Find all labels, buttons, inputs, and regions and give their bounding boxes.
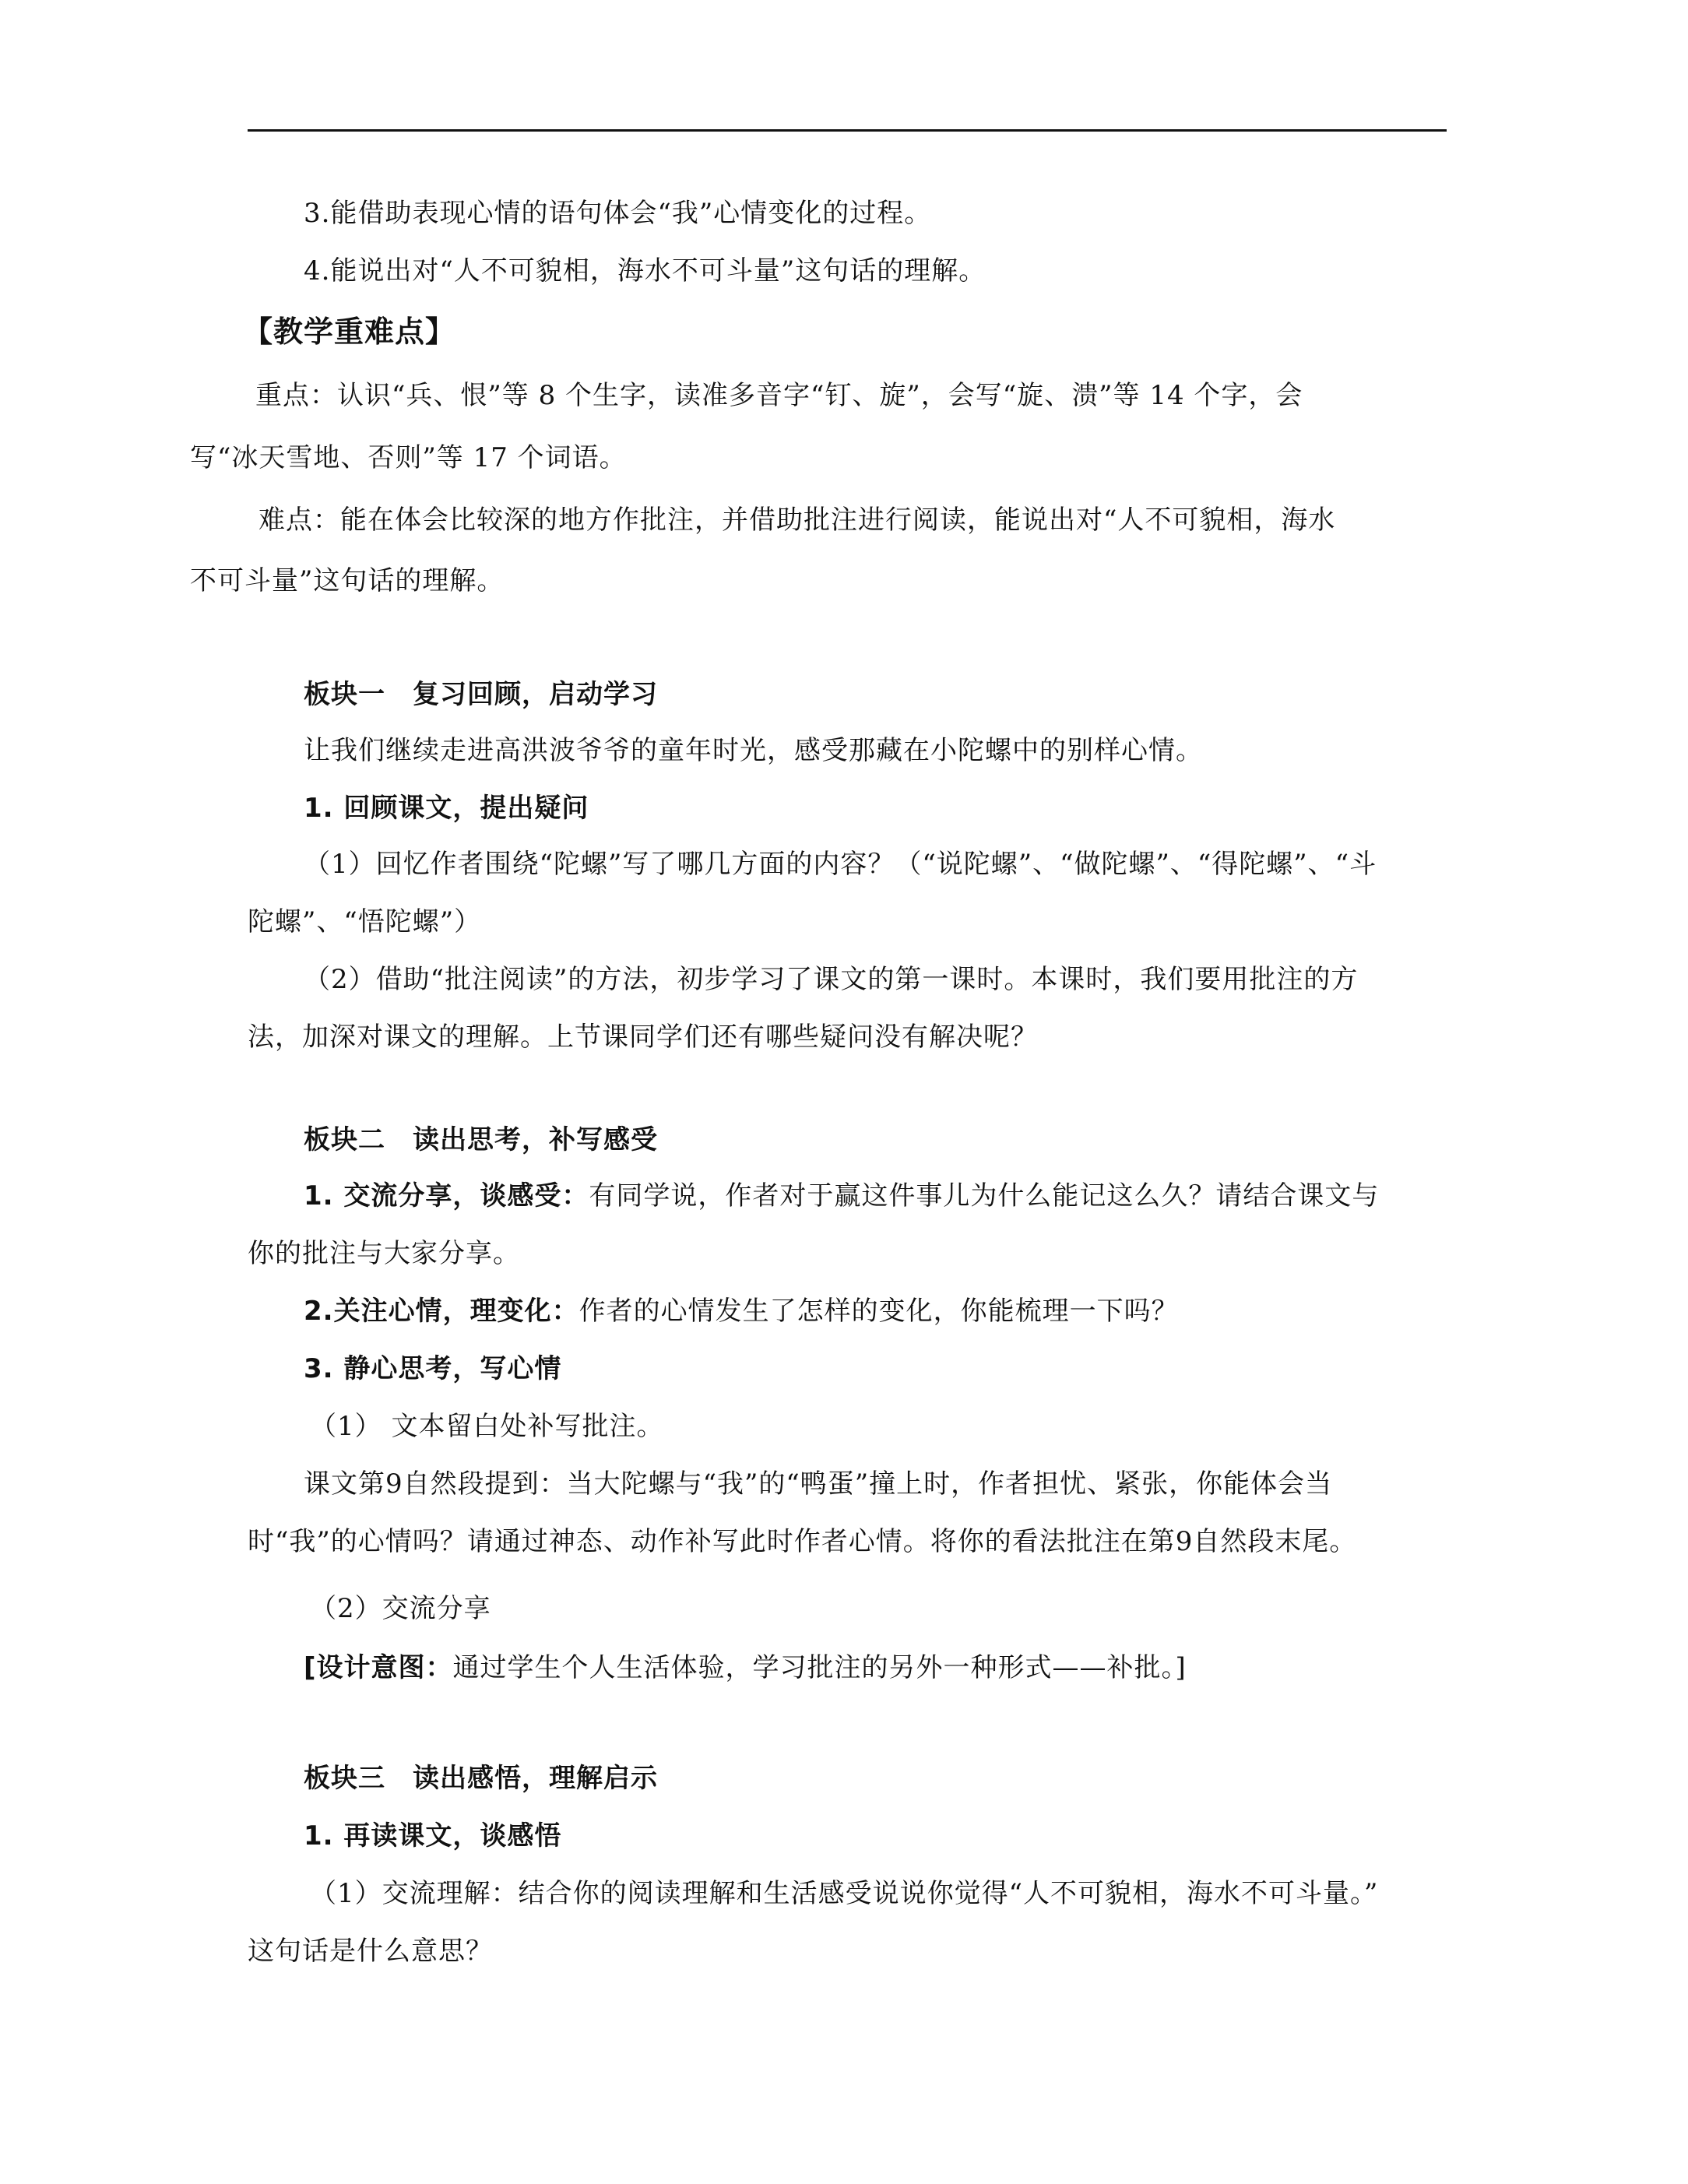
key-points-heading: 【教学重难点】 [243,315,456,349]
block1-q1-line1: （1）回忆作者围绕“陀螺”写了哪几方面的内容？（“说陀螺”、“做陀螺”、“得陀螺”、“斗 [304,849,1377,880]
block2-design-label: [设计意图： [304,1652,453,1683]
block1-q1-line2: 陀螺”、“悟陀螺”） [248,906,482,937]
objective-item-4: 4.能说出对“人不可貌相，海水不可斗量”这句话的理解。 [304,255,986,287]
block2-p1-line2: 你的批注与大家分享。 [248,1238,520,1269]
block3-q1-line2: 这句话是什么意思？ [248,1936,493,1967]
block2-p1-label: 1. 交流分享，谈感受： [304,1180,589,1212]
block2-p1-text: 有同学说，作者对于赢这件事儿为什么能记这么久？请结合课文与 [589,1180,1380,1212]
block2-p3: 3. 静心思考，写心情 [304,1353,562,1384]
block2-p3-sub1: （1） 文本留白处补写批注。 [310,1411,664,1442]
block2-design-text: 通过学生个人生活体验，学习批注的另外一种形式——补批。] [452,1652,1187,1683]
focus-line-1: 重点：认识“兵、恨”等 8 个生字，读准多音字“钉、旋”，会写“旋、溃”等 14 个字，会 [255,380,1303,411]
difficulty-line-2: 不可斗量”这句话的理解。 [190,565,505,596]
block3-q1-line1: （1）交流理解：结合你的阅读理解和生活感受说说你觉得“人不可貌相，海水不可斗量。” [310,1878,1379,1909]
block1-q2-line2: 法，加深对课文的理解。上节课同学们还有哪些疑问没有解决呢？ [248,1022,1038,1053]
block3-title: 板块三 读出感悟，理解启示 [304,1763,658,1794]
block1-intro: 让我们继续走进高洪波爷爷的童年时光，感受那藏在小陀螺中的别样心情。 [304,735,1203,766]
header-rule [248,129,1447,132]
block1-title: 板块一 复习回顾，启动学习 [304,679,658,710]
block2-p1 [304,1179,1379,1213]
focus-line-2: 写“冰天雪地、否则”等 17 个词语。 [190,442,627,473]
block2-design-intent [304,1651,1187,1685]
objective-item-3: 3.能借助表现心情的语句体会“我”心情变化的过程。 [304,198,932,229]
block2-p2-text: 作者的心情发生了怎样的变化，你能梳理一下吗？ [578,1296,1179,1327]
block1-sub1: 1. 回顾课文，提出疑问 [304,793,589,824]
block2-p3-text-line2: 时“我”的心情吗？请通过神态、动作补写此时作者心情。将你的看法批注在第9自然段末尾。 [248,1526,1357,1557]
block2-p3-text-line1: 课文第9自然段提到：当大陀螺与“我”的“鸭蛋”撞上时，作者担忧、紧张，你能体会当 [304,1468,1333,1500]
block2-p2 [304,1294,1179,1328]
difficulty-line-1: 难点：能在体会比较深的地方作批注，并借助批注进行阅读，能说出对“人不可貌相，海水 [258,505,1336,536]
block2-p3-sub2: （2）交流分享 [310,1593,491,1624]
block1-q2-line1: （2）借助“批注阅读”的方法，初步学习了课文的第一课时。本课时，我们要用批注的方 [304,964,1359,995]
block2-p2-label: 2.关注心情，理变化： [304,1296,579,1327]
block3-sub1: 1. 再读课文，谈感悟 [304,1820,562,1852]
block2-title: 板块二 读出思考，补写感受 [304,1124,658,1155]
